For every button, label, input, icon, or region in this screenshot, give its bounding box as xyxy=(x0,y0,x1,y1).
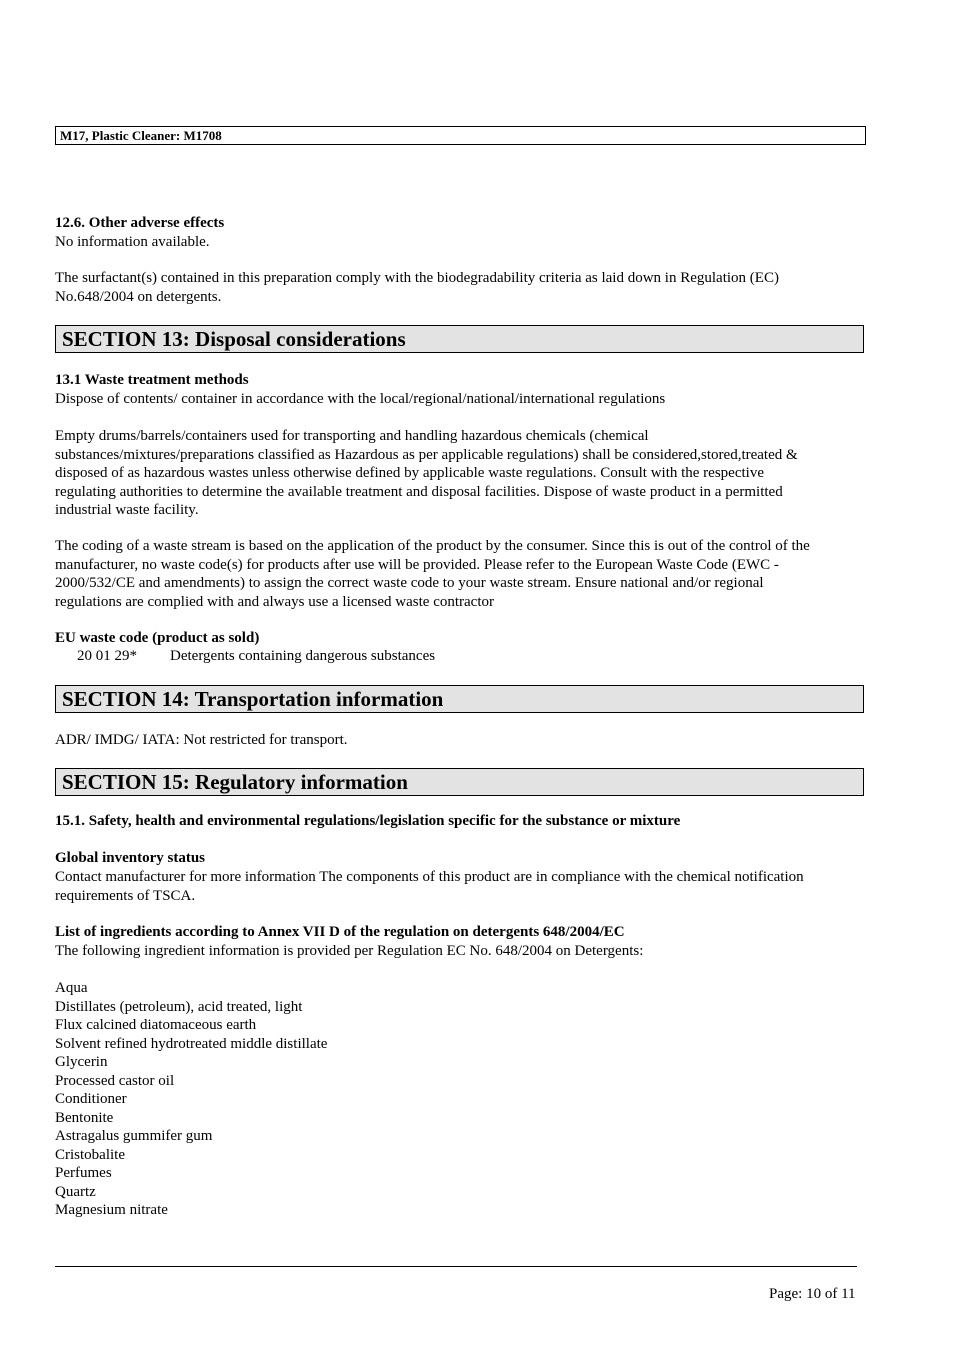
product-header: M17, Plastic Cleaner: M1708 xyxy=(55,126,866,145)
global-inventory-text xyxy=(55,868,867,905)
text-line: Empty drums/barrels/containers used for transporting and handling hazardous chemicals (chemical xyxy=(55,428,649,444)
section-15-title: SECTION 15: Regulatory information xyxy=(55,768,864,796)
section-15-1-heading: 15.1. Safety, health and environmental regulations/legislation specific for the substance or mixture xyxy=(55,813,681,829)
waste-coding-paragraph xyxy=(55,537,867,611)
text-line: requirements of TSCA. xyxy=(55,887,196,904)
eu-waste-code: 20 01 29* xyxy=(77,648,137,664)
section-13-1-heading: 13.1 Waste treatment methods xyxy=(55,372,249,388)
list-item: Bentonite xyxy=(55,1109,114,1126)
section-13-title: SECTION 13: Disposal considerations xyxy=(55,325,864,353)
list-item: Distillates (petroleum), acid treated, light xyxy=(55,998,303,1015)
text-line: industrial waste facility. xyxy=(55,502,199,518)
global-inventory-heading: Global inventory status xyxy=(55,850,206,866)
eu-waste-code-heading: EU waste code (product as sold) xyxy=(55,630,260,646)
section-12-6-text: No information available. xyxy=(55,234,210,250)
list-item: Perfumes xyxy=(55,1165,112,1181)
annex-heading: List of ingredients according to Annex VII D of the regulation on detergents 648/2004/EC xyxy=(55,924,625,940)
text-line: The surfactant(s) contained in this preparation comply with the biodegradability criteria as laid down in Regulation (EC) xyxy=(55,270,779,286)
ingredient-list xyxy=(55,979,867,1220)
list-item: Conditioner xyxy=(55,1091,127,1107)
text-line: Contact manufacturer for more information The components of this product are in compliance with the chemical notification xyxy=(55,869,804,885)
list-item: Aqua xyxy=(55,980,88,996)
disposal-paragraph xyxy=(55,427,867,520)
text-line: The coding of a waste stream is based on the application of the product by the consumer. Since this is out of the control of the xyxy=(55,538,810,554)
list-item: Solvent refined hydrotreated middle distillate xyxy=(55,1035,328,1052)
text-line: regulations are complied with and always use a licensed waste contractor xyxy=(55,593,495,610)
list-item: Magnesium nitrate xyxy=(55,1202,168,1218)
footer-divider xyxy=(55,1266,857,1267)
text-line: disposed of as hazardous wastes unless otherwise defined by applicable waste regulations. Consult with the respective xyxy=(55,465,764,481)
list-item: Cristobalite xyxy=(55,1146,125,1163)
text-line: No.648/2004 on detergents. xyxy=(55,288,222,305)
text-line: manufacturer, no waste code(s) for products after use will be provided. Please refer to the European Waste Code (EWC - xyxy=(55,556,779,573)
eu-waste-description: Detergents containing dangerous substances xyxy=(170,648,436,664)
list-item: Flux calcined diatomaceous earth xyxy=(55,1017,257,1033)
text-line: 2000/532/CE and amendments) to assign the correct waste code to your waste stream. Ensure national and/or regional xyxy=(55,575,764,591)
list-item: Processed castor oil xyxy=(55,1072,175,1089)
list-item: Astragalus gummifer gum xyxy=(55,1128,213,1144)
transport-text: ADR/ IMDG/ IATA: Not restricted for transport. xyxy=(55,732,348,748)
list-item: Glycerin xyxy=(55,1054,108,1070)
list-item: Quartz xyxy=(55,1183,96,1200)
text-line: regulating authorities to determine the available treatment and disposal facilities. Dispose of waste product in a permitted xyxy=(55,483,783,500)
page-number: Page: 10 of 11 xyxy=(769,1286,856,1302)
section-12-6-heading: 12.6. Other adverse effects xyxy=(55,215,225,231)
text-line: substances/mixtures/preparations classified as Hazardous as per applicable regulations) shall be considered,stored,treated & xyxy=(55,446,798,463)
section-14-title: SECTION 14: Transportation information xyxy=(55,685,864,713)
annex-text: The following ingredient information is provided per Regulation EC No. 648/2004 on Detergents: xyxy=(55,943,644,959)
section-13-1-text: Dispose of contents/ container in accordance with the local/regional/national/international regulations xyxy=(55,391,666,407)
surfactant-note xyxy=(55,269,867,306)
